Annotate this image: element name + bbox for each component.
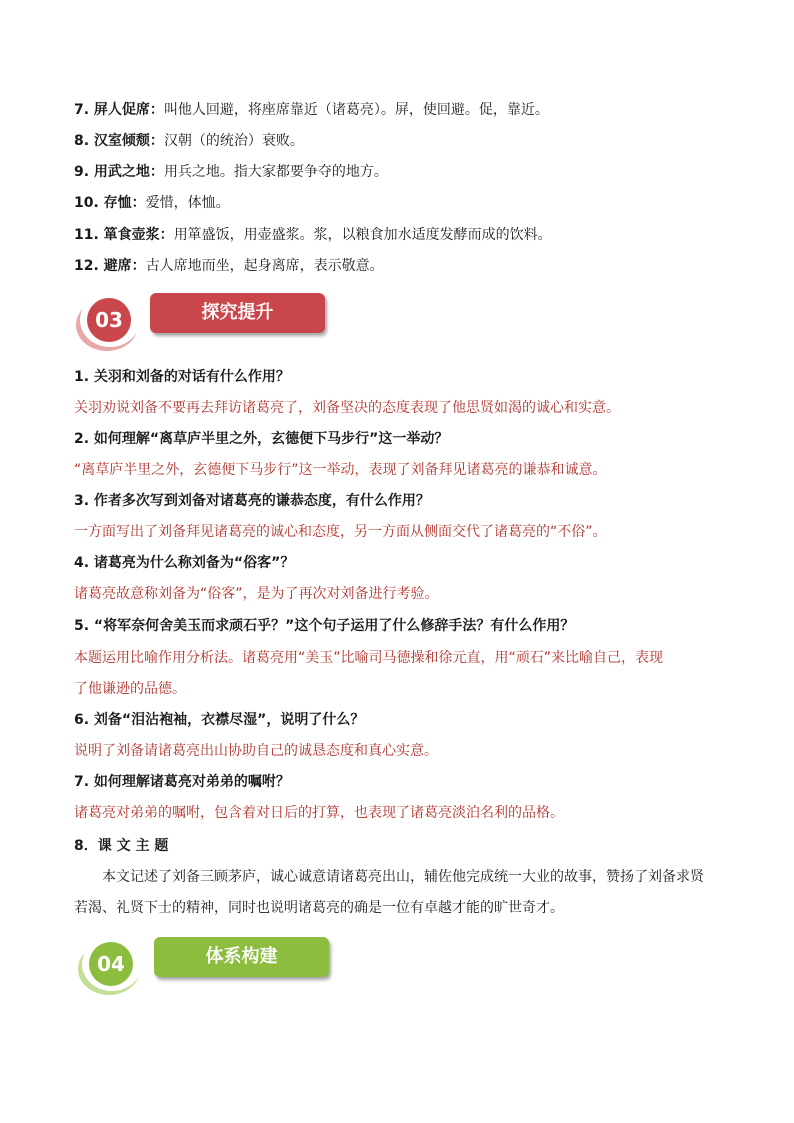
section-banner-04 xyxy=(82,937,332,991)
answer-3: 一方面写出了刘备拜见诸葛亮的诚心和态度，另一方面从侧面交代了诸葛亮的“不俗”。 xyxy=(74,524,607,540)
question-5: 5. “将军奈何舍美玉而求顽石乎？”这个句子运用了什么修辞手法？有什么作用？ xyxy=(74,618,575,634)
note-term: 9. 用武之地： xyxy=(74,164,164,180)
question-4: 4. 诸葛亮为什么称刘备为“俗客”？ xyxy=(74,555,295,571)
answer-5-line-2: 了他谦逊的品德。 xyxy=(74,681,186,697)
banner-circle xyxy=(80,293,140,347)
note-term: 7. 屏人促席： xyxy=(74,102,164,118)
note-term: 11. 箪食壶浆： xyxy=(74,227,174,243)
note-text: 用箪盛饭，用壶盛浆。浆，以粮食加水适度发酵而成的饮料。 xyxy=(173,227,552,243)
question-2: 2. 如何理解“离草庐半里之外，玄德便下马步行”这一举动？ xyxy=(74,431,449,447)
banner-circle xyxy=(82,937,142,991)
note-text: 用兵之地。指大家都要争夺的地方。 xyxy=(163,164,388,180)
note-text: 古人席地而坐，起身离席，表示敬意。 xyxy=(145,258,384,274)
answer-1: 关羽劝说刘备不要再去拜访诸葛亮了，刘备坚决的态度表现了他思贤如渴的诚心和实意。 xyxy=(74,400,620,416)
theme-line-1: 本文记述了刘备三顾茅庐，诚心诚意请诸葛亮出山，辅佐他完成统一大业的故事，赞扬了刘备求贤 xyxy=(102,869,704,885)
note-term: 12. 避席： xyxy=(74,258,146,274)
answer-7: 诸葛亮对弟弟的嘱咐，包含着对日后的打算，也表现了诸葛亮淡泊名利的品格。 xyxy=(74,805,564,821)
note-10 xyxy=(74,193,230,213)
note-8 xyxy=(74,131,304,151)
theme-heading: 8．课 文 主 题 xyxy=(74,838,169,854)
note-text: 汉朝（的统治）衰败。 xyxy=(163,133,304,149)
question-1: 1. 关羽和刘备的对话有什么作用？ xyxy=(74,369,290,385)
section-banner-03 xyxy=(80,293,330,347)
answer-4: 诸葛亮故意称刘备为“俗客”，是为了再次对刘备进行考验。 xyxy=(74,586,439,602)
answer-5-line-1: 本题运用比喻作用分析法。诸葛亮用“美玉”比喻司马德操和徐元直，用“顽石”来比喻自己，表现 xyxy=(74,650,664,666)
note-11 xyxy=(74,225,552,245)
note-9 xyxy=(74,162,388,182)
question-3: 3. 作者多次写到刘备对诸葛亮的谦恭态度，有什么作用？ xyxy=(74,493,430,509)
question-7: 7. 如何理解诸葛亮对弟弟的嘱咐？ xyxy=(74,774,290,790)
note-text: 爱惜，体恤。 xyxy=(145,195,230,211)
note-12 xyxy=(74,256,384,276)
section-number: 04 xyxy=(89,942,133,986)
answer-6: 说明了刘备请诸葛亮出山协助自己的诚恳态度和真心实意。 xyxy=(74,743,438,759)
question-6: 6. 刘备“泪沾袍袖，衣襟尽湿”，说明了什么？ xyxy=(74,712,365,728)
section-number: 03 xyxy=(87,298,131,342)
note-term: 8. 汉室倾颓： xyxy=(74,133,164,149)
note-7 xyxy=(74,100,549,120)
section-title: 探究提升 xyxy=(150,293,325,333)
section-title: 体系构建 xyxy=(154,937,329,977)
answer-2: “离草庐半里之外，玄德便下马步行”这一举动，表现了刘备拜见诸葛亮的谦恭和诚意。 xyxy=(74,462,607,478)
theme-line-2: 若渴、礼贤下士的精神，同时也说明诸葛亮的确是一位有卓越才能的旷世奇才。 xyxy=(74,900,564,916)
note-term: 10. 存恤： xyxy=(74,195,146,211)
note-text: 叫他人回避，将座席靠近（诸葛亮）。屏，使回避。促，靠近。 xyxy=(163,102,549,118)
